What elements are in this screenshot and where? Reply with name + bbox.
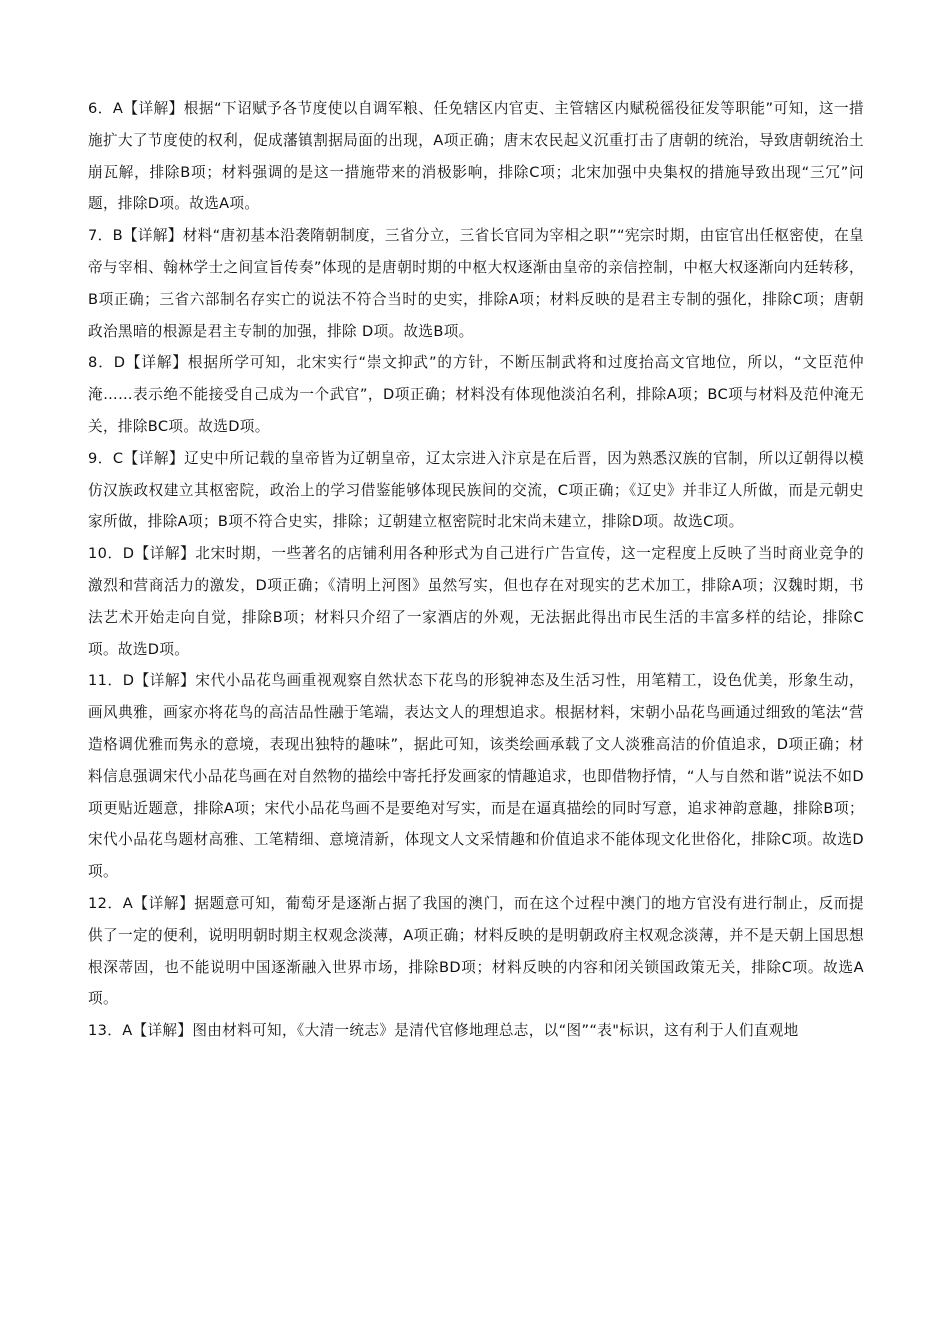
answer-11: 11．D【详解】宋代小品花鸟画重视观察自然状态下花鸟的形貌神态及生活习性，用笔精工，设色优美，形象生动，画风典雅，画家亦将花鸟的高洁品性融于笔端，表达文人的理想追求。根据材料，宋朝小品花鸟画通过细致的笔法“营造格调优雅而隽永的意境，表现出独特的趣味”，据此可知，该类绘画承载了文人淡雅高洁的价值追求，D项正确；材料信息强调宋代小品花鸟画在对自然物的描绘中寄托抒发画家的情趣追求，也即借物抒情，“人与自然和谐”说法不如D项更贴近题意，排除A项；宋代小品花鸟画不是要绝对写实，而是在逼真描绘的同时写意，追求神韵意趣，排除B项；宋代小品花鸟题材高雅、工笔精细、意境清新，体现文人文采情趣和价值追求不能体现文化世俗化，排除C项。故选D项。: [88, 672, 864, 881]
answer-9: 9．C【详解】辽史中所记载的皇帝皆为辽朝皇帝，辽太宗进入汴京是在后晋，因为熟悉汉族的官制，所以辽朝得以模仿汉族政权建立其枢密院，政治上的学习借鉴能够体现民族间的交流，C项正确；《辽史》并非辽人所做，而是元朝史家所做，排除A项；B项不符合史实，排除；辽朝建立枢密院时北宋尚未建立，排除D项。故选C项。: [88, 449, 864, 531]
answer-8: 8．D【详解】根据所学可知，北宋实行“崇文抑武”的方针，不断压制武将和过度抬高文官地位，所以，“文臣范仲淹……表示绝不能接受自己成为一个武官”，D项正确；材料没有体现他淡泊名利，排除A项；BC项与材料及范仲淹无关，排除BC项。故选D项。: [88, 354, 864, 435]
answer-12: 12．A【详解】据题意可知，葡萄牙是逐渐占据了我国的澳门，而在这个过程中澳门的地方官没有进行制止，反而提供了一定的便利，说明明朝时期主权观念淡薄，A项正确；材料反映的是明朝政府主权观念淡薄，并不是天朝上国思想根深蒂固，也不能说明中国逐渐融入世界市场，排除BD项；材料反映的内容和闭关锁国政策无关，排除C项。故选A项。: [88, 894, 864, 1008]
answer-6: 6．A【详解】根据“下诏赋予各节度使以自调军粮、任免辖区内官吏、主管辖区内赋税徭役征发等职能”可知，这一措施扩大了节度使的权利，促成藩镇割据局面的出现，A项正确；唐末农民起义沉重打击了唐朝的统治，导致唐朝统治土崩瓦解，排除B项；材料强调的是这一措施带来的消极影响，排除C项；北宋加强中央集权的措施导致出现“三冗”问题，排除D项。故选A项。: [88, 100, 864, 213]
answer-10: 10．D【详解】北宋时期，一些著名的店铺利用各种形式为自己进行广告宣传，这一定程度上反映了当时商业竞争的激烈和营商活力的激发，D项正确；《清明上河图》虽然写实，但也存在对现实的艺术加工，排除A项；汉魏时期，书法艺术开始走向自觉，排除B项；材料只介绍了一家酒店的外观，无法据此得出市民生活的丰富多样的结论，排除C项。故选D项。: [88, 545, 864, 658]
answer-7: 7．B【详解】材料“唐初基本沿袭隋朝制度，三省分立，三省长官同为宰相之职”“宪宗时期，由宦官出任枢密使，在皇帝与宰相、翰林学士之间宣旨传奏”体现的是唐朝时期的中枢大权逐渐由皇帝的亲信控制，中枢大权逐渐向内廷转移，B项正确；三省六部制名存实亡的说法不符合当时的史实，排除A项；材料反映的是君主专制的强化，排除C项；唐朝政治黑暗的根源是君主专制的加强，排除 D项。故选B项。: [88, 227, 864, 340]
answer-explanations: [88, 93, 864, 1047]
answer-13: 13．A【详解】图由材料可知，《大清一统志》是清代官修地理总志，以“图”“表"标识，这有利于人们直观地: [88, 1022, 799, 1040]
